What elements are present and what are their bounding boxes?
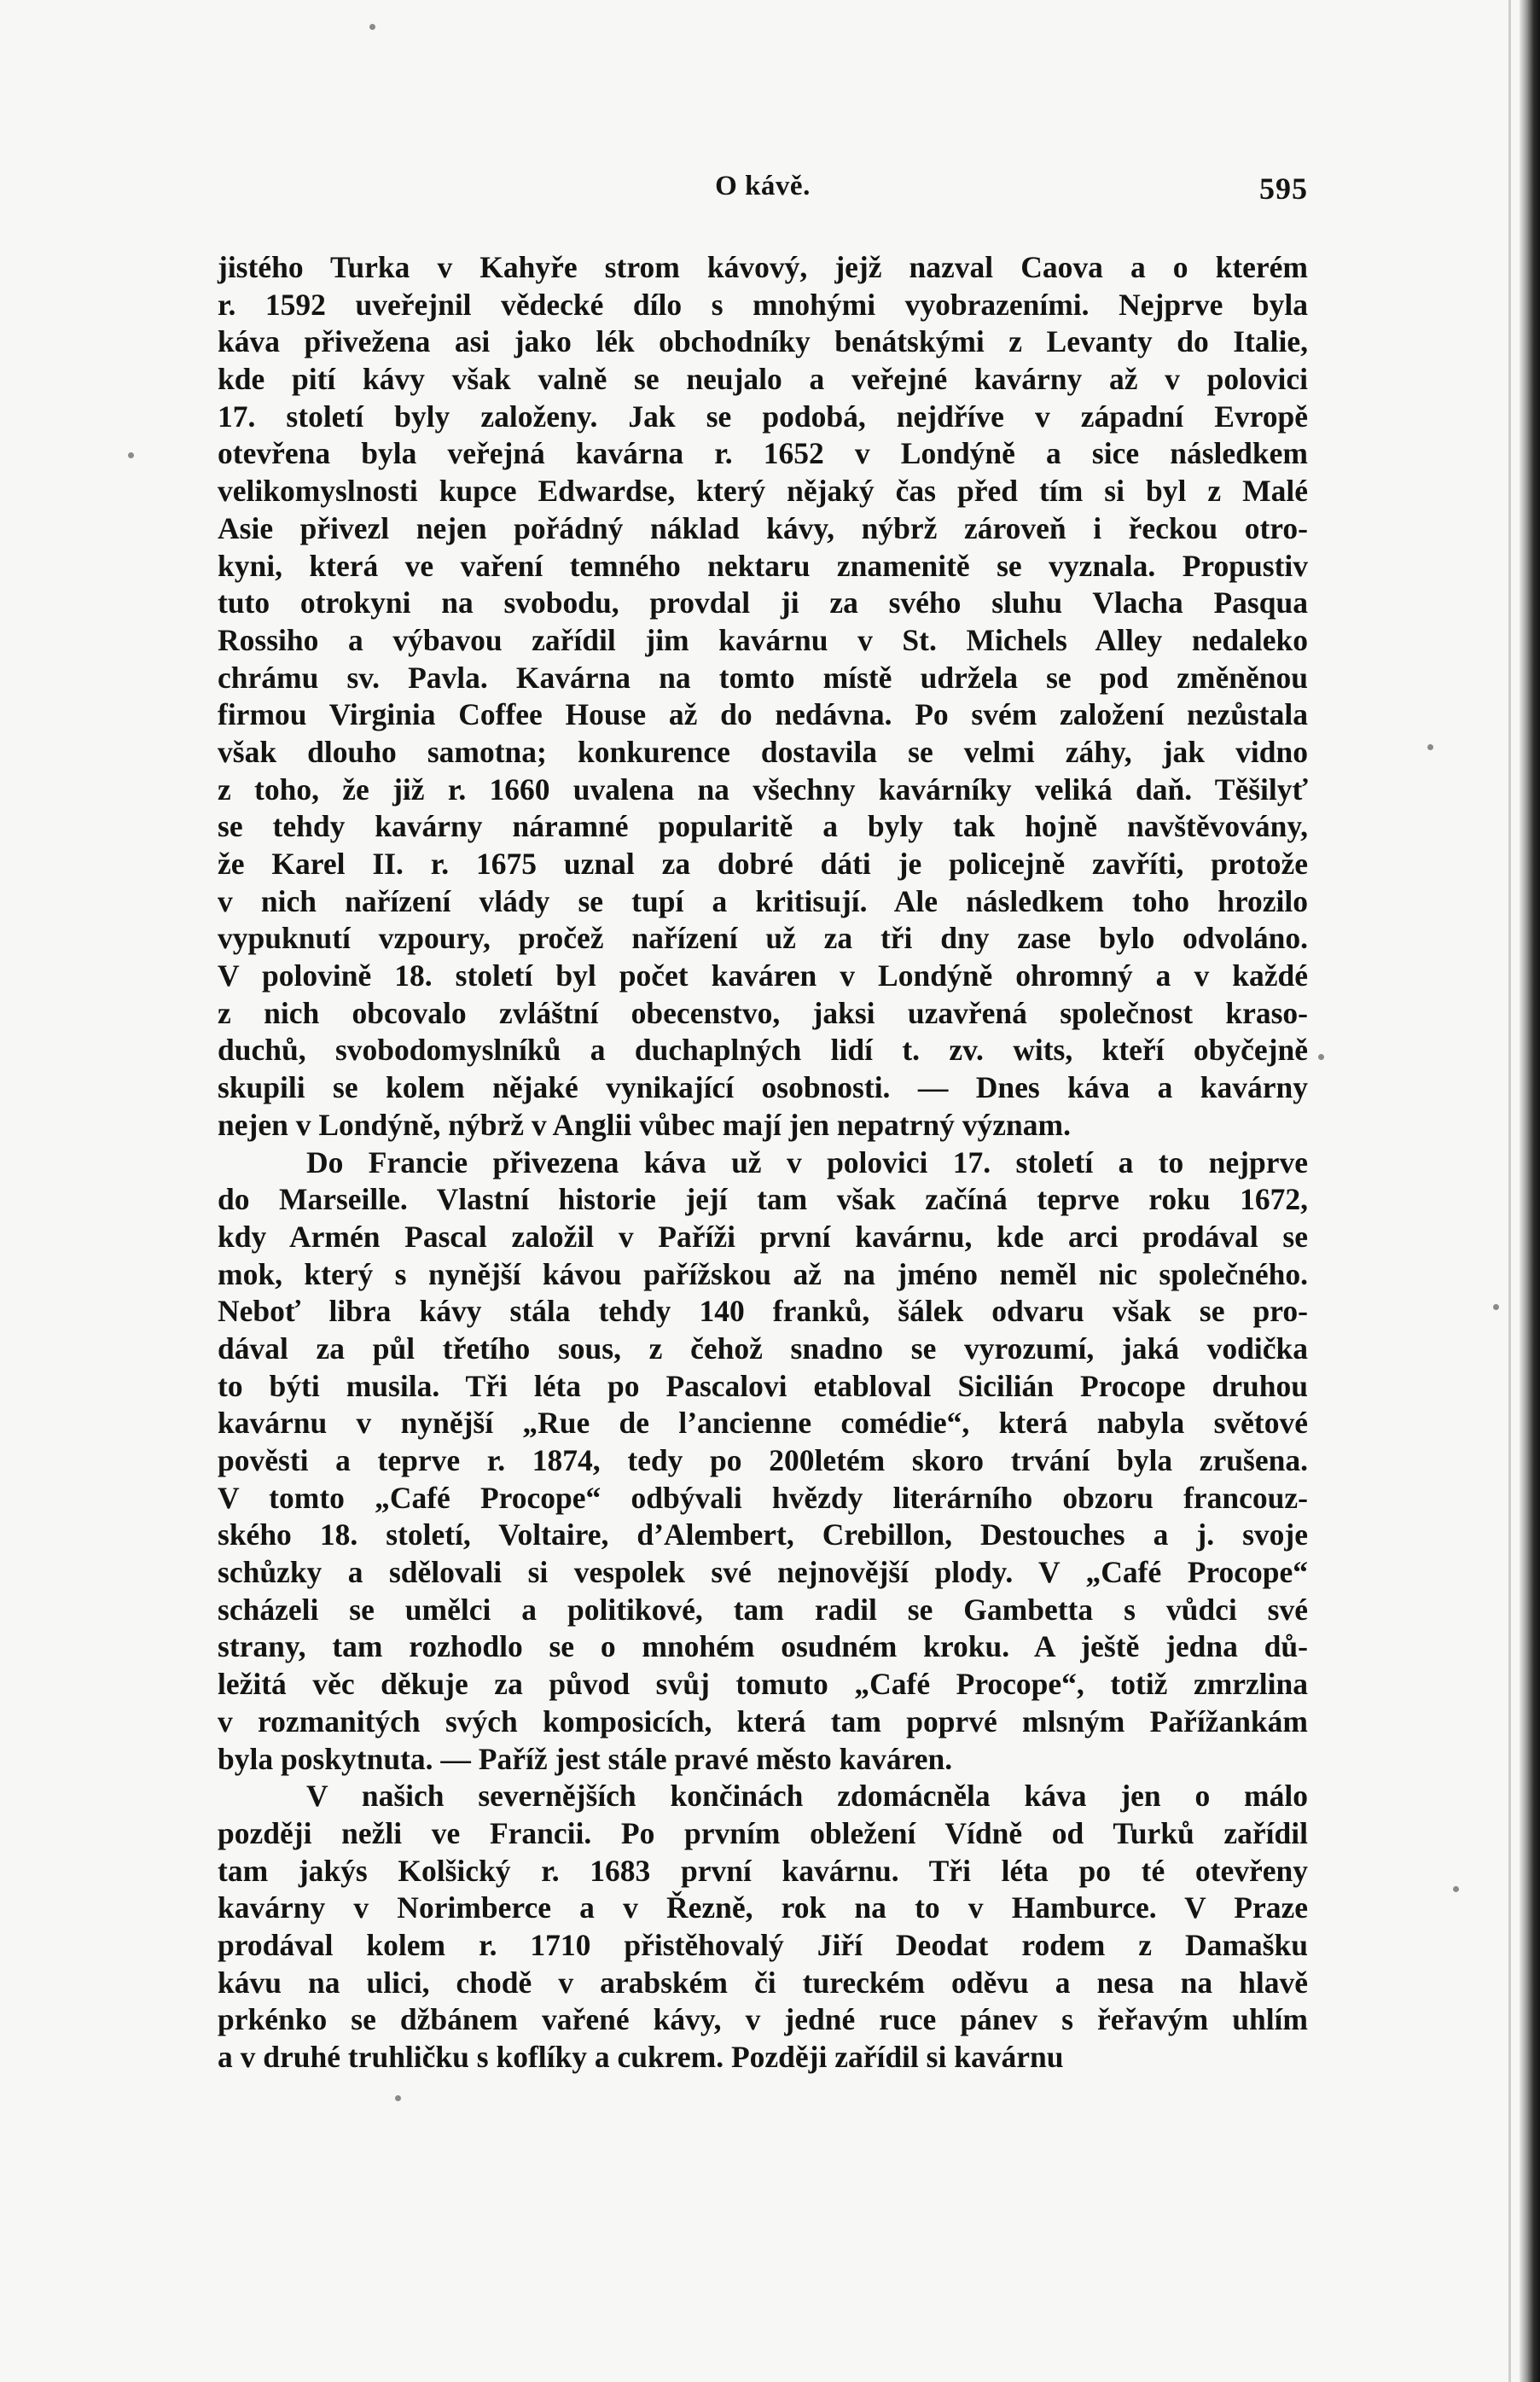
text-line: se tehdy kavárny náramné popularitě a byly tak hojně navštěvovány, [218, 809, 1308, 844]
text-line: ležitá věc děkuje za původ svůj tomuto „Café Procope“, totiž zmrzlina [218, 1667, 1308, 1702]
text-line: a v druhé truhličku s koflíky a cukrem. Později zařídil si kavárnu [218, 2040, 1064, 2074]
running-title: O kávě. [715, 171, 811, 201]
page-binding-edge [1520, 0, 1540, 2382]
body-text [218, 249, 1308, 2076]
text-line: V tomto „Café Procope“ odbývali hvězdy literárního obzoru francouz- [218, 1480, 1308, 1515]
page-edge-line [1508, 0, 1511, 2382]
text-line: nejen v Londýně, nýbrž v Anglii vůbec mají jen nepatrný význam. [218, 1107, 1071, 1142]
text-line: že Karel II. r. 1675 uznal za dobré dáti je policejně zavříti, protože [218, 847, 1308, 881]
text-line: to býti musila. Tři léta po Pascalovi etabloval Sicilián Procope druhou [218, 1368, 1308, 1403]
text-line: však dlouho samotna; konkurence dostavila se velmi záhy, jak vidno [218, 734, 1308, 769]
print-speck [395, 2095, 401, 2101]
text-line: prodával kolem r. 1710 přistěhovalý Jiří Deodat rodem z Damašku [218, 1927, 1308, 1962]
text-line: kavárnu v nynější „Rue de l’ancienne comédie“, která nabyla světové [218, 1406, 1308, 1441]
text-line: v rozmanitých svých komposicích, která tam poprvé mlsným Pařížankám [218, 1704, 1308, 1738]
text-line: skupili se kolem nějaké vynikající osobnosti. — Dnes káva a kavárny [218, 1070, 1308, 1105]
page-header [218, 171, 1308, 213]
text-line: do Marseille. Vlastní historie její tam však začíná teprve roku 1672, [218, 1182, 1308, 1217]
print-speck [1453, 1886, 1459, 1892]
text-line: později nežli ve Francii. Po prvním obležení Vídně od Turků zařídil [218, 1815, 1308, 1850]
text-line: jistého Turka v Kahyře strom kávový, jejž nazval Caova a o kterém [218, 250, 1308, 284]
text-line: byla poskytnuta. — Paříž jest stále pravé město kaváren. [218, 1741, 953, 1776]
text-line: kyni, která ve vaření temného nektaru znamenitě se vyznala. Propustiv [218, 548, 1308, 583]
text-line: v nich nařízení vlády se tupí a kritisují. Ale následkem toho hrozilo [218, 883, 1308, 918]
paragraph [218, 1144, 1308, 1779]
text-line: tam jakýs Kolšický r. 1683 první kavárnu. Tři léta po té otevřeny [218, 1853, 1308, 1888]
text-line: kávu na ulici, chodě v arabském či tureckém oděvu a nesa na hlavě [218, 1965, 1308, 2000]
text-line: strany, tam rozhodlo se o mnohém osudném kroku. A ještě jedna dů- [218, 1629, 1308, 1664]
text-line: z nich obcovalo zvláštní obecenstvo, jaksi uzavřená společnost kraso- [218, 995, 1308, 1030]
page-number: 595 [1259, 172, 1308, 206]
text-line: kavárny v Norimberce a v Řezně, rok na to v Hamburce. V Praze [218, 1890, 1308, 1925]
text-line: Asie přivezl nejen pořádný náklad kávy, nýbrž zároveň i řeckou otro- [218, 510, 1308, 545]
text-line: V našich severnějších končinách zdomácněla káva jen o málo [306, 1779, 1308, 1814]
text-line: mok, který s nynější kávou pařížskou až na jméno neměl nic společného. [218, 1256, 1308, 1291]
print-speck [369, 24, 375, 30]
text-line: chrámu sv. Pavla. Kavárna na tomto místě udržela se pod změněnou [218, 660, 1308, 695]
text-line: Neboť libra kávy stála tehdy 140 franků, šálek odvaru však se pro- [218, 1294, 1308, 1329]
text-line: z toho, že již r. 1660 uvalena na všechny kavárníky veliká daň. Těšilyť [218, 772, 1308, 807]
print-speck [1493, 1304, 1499, 1310]
text-line: duchů, svobodomyslníků a duchaplných lidí t. zv. wits, kteří obyčejně [218, 1033, 1308, 1068]
text-line: káva přivežena asi jako lék obchodníky benátskými z Levanty do Italie, [218, 324, 1308, 359]
print-speck [1318, 1054, 1324, 1060]
print-speck [1427, 744, 1433, 750]
paragraph [218, 249, 1308, 1144]
text-line: r. 1592 uveřejnil vědecké dílo s mnohými vyobrazeními. Nejprve byla [218, 287, 1308, 322]
text-line: prkénko se džbánem vařené kávy, v jedné ruce pánev s řeřavým uhlím [218, 2002, 1308, 2037]
paragraph [218, 1778, 1308, 2076]
text-line: firmou Virginia Coffee House až do nedávna. Po svém založení nezůstala [218, 697, 1308, 732]
text-line: scházeli se umělci a politikové, tam radil se Gambetta s vůdci své [218, 1592, 1308, 1627]
text-line: V polovině 18. století byl počet kaváren v Londýně ohromný a v každé [218, 958, 1308, 993]
text-line: velikomyslnosti kupce Edwardse, který nějaký čas před tím si byl z Malé [218, 474, 1308, 509]
text-line: kdy Armén Pascal založil v Paříži první kavárnu, kde arci prodával se [218, 1219, 1308, 1254]
print-speck [128, 452, 134, 458]
text-line: Do Francie přivezena káva už v polovici 17. století a to nejprve [306, 1144, 1308, 1179]
text-line: 17. století byly založeny. Jak se podobá, nejdříve v západní Evropě [218, 399, 1308, 434]
text-line: kde pití kávy však valně se neujalo a veřejné kavárny až v polovici [218, 362, 1308, 397]
text-line: vypuknutí vzpoury, pročež nařízení už za tři dny zase bylo odvoláno. [218, 921, 1308, 956]
text-line: schůzky a sdělovali si vespolek své nejnovější plody. V „Café Procope“ [218, 1555, 1308, 1590]
text-line: ského 18. století, Voltaire, d’Alembert, Crebillon, Destouches a j. svoje [218, 1517, 1308, 1552]
text-line: dával za půl třetího sous, z čehož snadno se vyrozumí, jaká vodička [218, 1331, 1308, 1366]
text-line: Rossiho a výbavou zařídil jim kavárnu v St. Michels Alley nedaleko [218, 622, 1308, 657]
text-line: tuto otrokyni na svobodu, provdal ji za svého sluhu Vlacha Pasqua [218, 585, 1308, 620]
text-line: otevřena byla veřejná kavárna r. 1652 v Londýně a sice následkem [218, 436, 1308, 471]
text-line: pověsti a teprve r. 1874, tedy po 200letém skoro trvání byla zrušena. [218, 1443, 1308, 1477]
